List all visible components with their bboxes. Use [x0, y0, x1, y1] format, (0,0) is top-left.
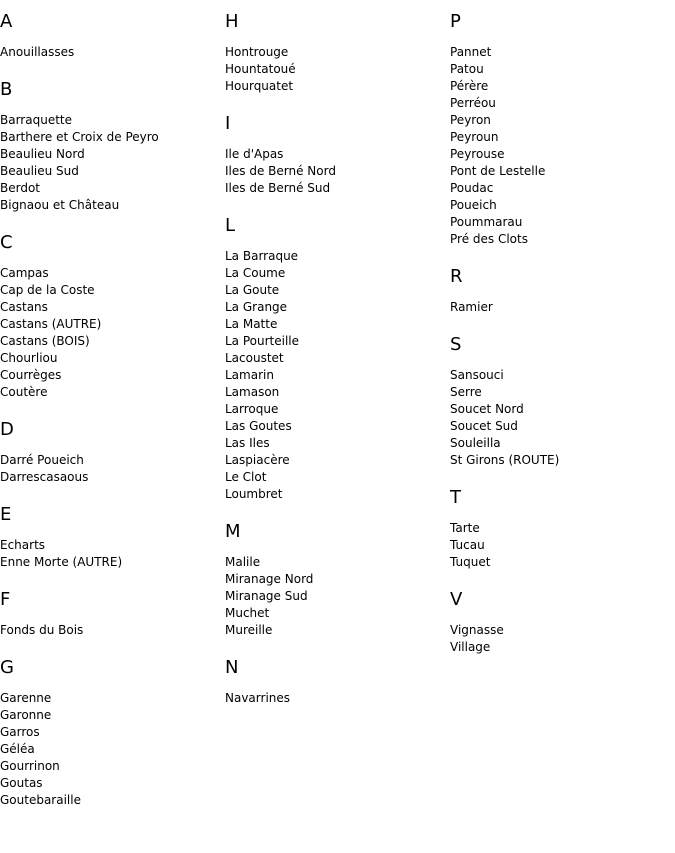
place-list [450, 520, 670, 571]
place-name: La Coume [225, 266, 286, 280]
place-name: Géléa [0, 742, 35, 756]
place-name: Darré Poueich [0, 453, 84, 467]
place-name: Campas [0, 266, 49, 280]
letter-heading: A [0, 11, 13, 32]
place-list [225, 554, 445, 639]
place-name: Soucet Nord [450, 402, 524, 416]
place-list [0, 622, 220, 639]
place-name: Souleilla [450, 436, 501, 450]
place-name: Peyrouse [450, 147, 505, 161]
place-name: Castans (BOIS) [0, 334, 90, 348]
place-name: Cap de la Coste [0, 283, 95, 297]
letter-heading: S [450, 334, 462, 355]
letter-heading: V [450, 589, 463, 610]
letter-heading: I [225, 113, 231, 134]
place-name: Gourrinon [0, 759, 60, 773]
letter-heading: C [0, 232, 13, 253]
letter-group-b [0, 78, 220, 214]
place-list [0, 112, 220, 214]
letter-group-m [225, 520, 445, 639]
place-name: Ramier [450, 300, 493, 314]
place-list [450, 299, 670, 316]
letter-group-g [0, 656, 220, 809]
place-name: Poueich [450, 198, 497, 212]
place-name: Hountatoué [225, 62, 296, 76]
place-list [0, 265, 220, 401]
letter-heading: T [450, 487, 461, 508]
place-name: Loumbret [225, 487, 283, 501]
place-list [0, 452, 220, 486]
place-name: Poummarau [450, 215, 523, 229]
place-name: Hourquatet [225, 79, 294, 93]
place-name: Perréou [450, 96, 496, 110]
place-name: Mureille [225, 623, 273, 637]
place-name: Goutebaraille [0, 793, 81, 807]
letter-heading: E [0, 504, 12, 525]
letter-heading: L [225, 215, 236, 236]
place-name: Barraquette [0, 113, 72, 127]
place-name: Peyron [450, 113, 491, 127]
place-name: Castans [0, 300, 48, 314]
place-name: Las Goutes [225, 419, 292, 433]
place-name: Bignaou et Château [0, 198, 120, 212]
place-list [225, 690, 445, 707]
place-name: Lamason [225, 385, 280, 399]
letter-group-p [450, 10, 670, 248]
place-name: Pérère [450, 79, 489, 93]
place-name: Tuquet [450, 555, 491, 569]
letter-heading: R [450, 266, 463, 287]
place-name: Muchet [225, 606, 270, 620]
place-name: Village [450, 640, 491, 654]
letter-group-v [450, 588, 670, 656]
place-name: Darrescasaous [0, 470, 89, 484]
letter-group-n [225, 656, 445, 707]
letter-group-t [450, 486, 670, 571]
place-name: Castans (AUTRE) [0, 317, 102, 331]
place-name: Iles de Berné Nord [225, 164, 336, 178]
place-list [225, 44, 445, 95]
place-name: La Barraque [225, 249, 299, 263]
place-name: Iles de Berné Sud [225, 181, 331, 195]
place-name: Lacoustet [225, 351, 284, 365]
place-name: Garonne [0, 708, 52, 722]
place-name: Chourliou [0, 351, 58, 365]
letter-group-d [0, 418, 220, 486]
letter-heading: G [0, 657, 14, 678]
place-name: Poudac [450, 181, 494, 195]
place-name: Garros [0, 725, 40, 739]
index-column-2 [225, 10, 445, 724]
place-name: Lamarin [225, 368, 274, 382]
index-column-3 [450, 10, 670, 673]
place-name: Fonds du Bois [0, 623, 84, 637]
place-name: Navarrines [225, 691, 291, 705]
place-name: Beaulieu Sud [0, 164, 79, 178]
place-name: Peyroun [450, 130, 499, 144]
place-name: St Girons (ROUTE) [450, 453, 560, 467]
place-name: La Goute [225, 283, 280, 297]
place-name: Anouillasses [0, 45, 75, 59]
letter-group-l [225, 214, 445, 503]
letter-group-r [450, 265, 670, 316]
place-name: Malile [225, 555, 261, 569]
letter-group-h [225, 10, 445, 95]
place-name: La Grange [225, 300, 288, 314]
place-name: Laspiacère [225, 453, 290, 467]
place-name: Echarts [0, 538, 46, 552]
place-name: Courrèges [0, 368, 62, 382]
place-name: Garenne [0, 691, 52, 705]
letter-heading: P [450, 11, 461, 32]
place-name: Sansouci [450, 368, 504, 382]
place-name: Larroque [225, 402, 279, 416]
place-name: Le Clot [225, 470, 267, 484]
place-list [450, 44, 670, 248]
place-list [0, 44, 220, 61]
place-name: Soucet Sud [450, 419, 518, 433]
index-column-1 [0, 10, 220, 826]
letter-heading: H [225, 11, 239, 32]
letter-heading: F [0, 589, 11, 610]
place-list [0, 690, 220, 809]
place-list [450, 367, 670, 469]
place-name: Beaulieu Nord [0, 147, 85, 161]
place-name: La Matte [225, 317, 278, 331]
place-name: Pannet [450, 45, 492, 59]
place-name: Coutère [0, 385, 48, 399]
place-name: Las Iles [225, 436, 270, 450]
place-name: La Pourteille [225, 334, 300, 348]
place-name: Ile d'Apas [225, 147, 284, 161]
letter-heading: B [0, 79, 13, 100]
letter-heading: M [225, 521, 241, 542]
letter-group-i [225, 112, 445, 197]
place-name: Miranage Nord [225, 572, 314, 586]
place-name: Pont de Lestelle [450, 164, 546, 178]
letter-group-f [0, 588, 220, 639]
place-name: Pré des Clots [450, 232, 528, 246]
letter-heading: D [0, 419, 14, 440]
place-list [225, 146, 445, 197]
letter-heading: N [225, 657, 239, 678]
place-list [450, 622, 670, 656]
place-list [0, 537, 220, 571]
letter-group-a [0, 10, 220, 61]
place-name: Tucau [450, 538, 485, 552]
letter-group-c [0, 231, 220, 401]
place-name: Hontrouge [225, 45, 289, 59]
place-name: Patou [450, 62, 484, 76]
place-name: Miranage Sud [225, 589, 308, 603]
place-list [225, 248, 445, 503]
place-name: Tarte [450, 521, 480, 535]
letter-group-s [450, 333, 670, 469]
place-name: Goutas [0, 776, 43, 790]
place-name: Berdot [0, 181, 41, 195]
place-name: Barthere et Croix de Peyro [0, 130, 159, 144]
place-name: Enne Morte (AUTRE) [0, 555, 123, 569]
place-name: Vignasse [450, 623, 504, 637]
letter-group-e [0, 503, 220, 571]
place-name: Serre [450, 385, 482, 399]
